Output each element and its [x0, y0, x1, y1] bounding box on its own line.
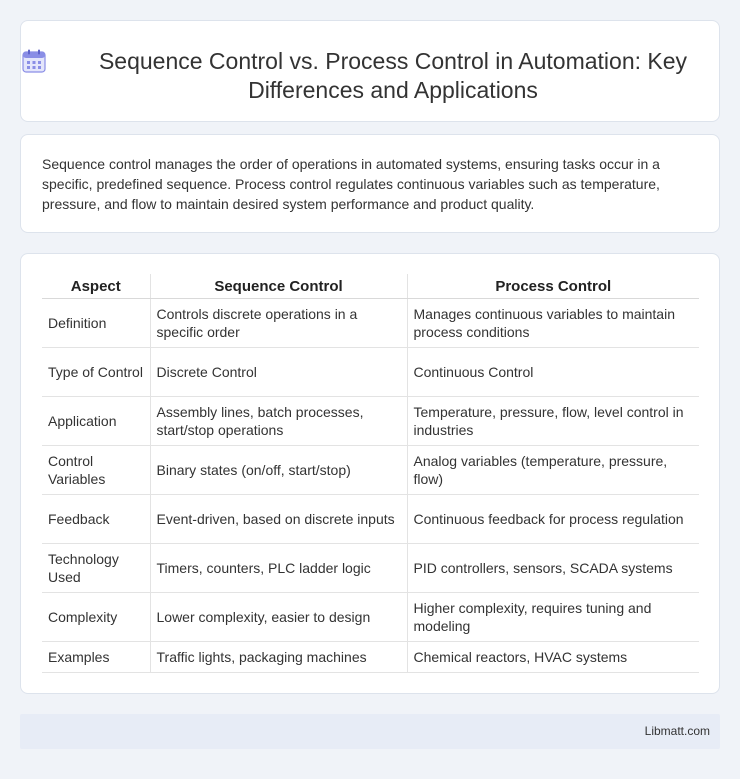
cell-sequence: Discrete Control — [150, 347, 407, 396]
calendar-icon — [21, 48, 47, 74]
cell-process: Continuous feedback for process regulation — [407, 494, 699, 543]
cell-sequence: Event-driven, based on discrete inputs — [150, 494, 407, 543]
cell-process: Manages continuous variables to maintain process conditions — [407, 298, 699, 347]
cell-aspect: Examples — [42, 641, 150, 672]
cell-aspect: Definition — [42, 298, 150, 347]
intro-paragraph: Sequence control manages the order of operations in automated systems, ensuring tasks occur in a specific, predefined sequence. Process control regulates continuous variables such as temperature, pressure, and flow to maintain desired system performance and product quality. — [42, 156, 660, 212]
footer-site-link[interactable]: Libmatt.com — [644, 724, 710, 738]
title-card — [20, 20, 720, 122]
table-row — [42, 347, 699, 396]
cell-process: Higher complexity, requires tuning and modeling — [407, 592, 699, 641]
header-process-control: Process Control — [407, 274, 699, 298]
cell-sequence: Timers, counters, PLC ladder logic — [150, 543, 407, 592]
header-aspect: Aspect — [42, 274, 150, 298]
table-row — [42, 298, 699, 347]
cell-aspect: Control Variables — [42, 445, 150, 494]
cell-aspect: Feedback — [42, 494, 150, 543]
cell-sequence: Binary states (on/off, start/stop) — [150, 445, 407, 494]
header-sequence-control: Sequence Control — [150, 274, 407, 298]
cell-aspect: Complexity — [42, 592, 150, 641]
cell-process: PID controllers, sensors, SCADA systems — [407, 543, 699, 592]
table-row — [42, 494, 699, 543]
cell-process: Temperature, pressure, flow, level control in industries — [407, 396, 699, 445]
cell-aspect: Technology Used — [42, 543, 150, 592]
cell-sequence: Traffic lights, packaging machines — [150, 641, 407, 672]
cell-sequence: Controls discrete operations in a specific order — [150, 298, 407, 347]
table-row — [42, 543, 699, 592]
cell-sequence: Lower complexity, easier to design — [150, 592, 407, 641]
cell-process: Analog variables (temperature, pressure, flow) — [407, 445, 699, 494]
comparison-table — [42, 274, 699, 673]
table-row — [42, 592, 699, 641]
title-row — [21, 21, 719, 105]
page-title: Sequence Control vs. Process Control in Automation: Key Differences and Applications — [98, 48, 688, 103]
table-row — [42, 445, 699, 494]
table-row — [42, 641, 699, 672]
cell-aspect: Application — [42, 396, 150, 445]
comparison-card — [20, 253, 720, 694]
table-row — [42, 396, 699, 445]
intro-card — [20, 134, 720, 233]
cell-process: Continuous Control — [407, 347, 699, 396]
table-header-row — [42, 274, 699, 298]
footer-bar — [20, 714, 720, 749]
cell-aspect: Type of Control — [42, 347, 150, 396]
cell-sequence: Assembly lines, batch processes, start/stop operations — [150, 396, 407, 445]
cell-process: Chemical reactors, HVAC systems — [407, 641, 699, 672]
